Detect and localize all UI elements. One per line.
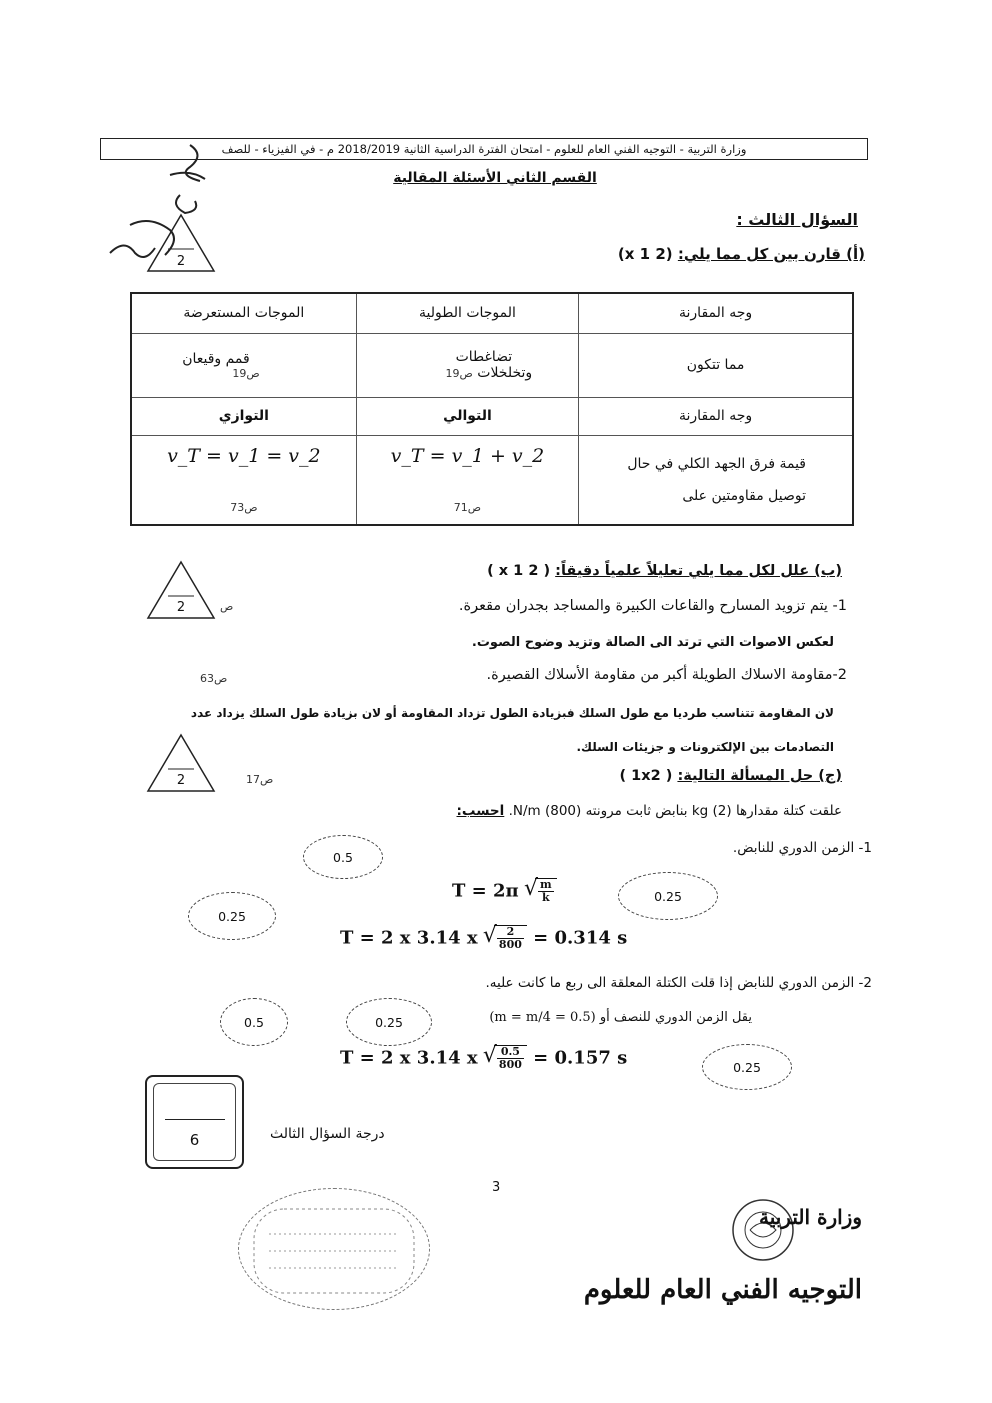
table-cell: وجه المقارنة bbox=[579, 293, 853, 333]
total-score-box bbox=[145, 1075, 244, 1169]
part-b-label: (ب) علل لكل مما يلي تعليلاً علمياً دقيقاً: bbox=[555, 563, 842, 579]
calc-2 bbox=[340, 1045, 627, 1071]
table-row bbox=[131, 293, 853, 333]
page-ref: ص19 bbox=[445, 367, 473, 380]
page-number: 3 bbox=[492, 1180, 501, 1195]
calc-result: = 0.157 s bbox=[533, 1047, 628, 1069]
total-label: درجة السؤال الثالث bbox=[270, 1126, 385, 1142]
formula-parallel: v_T = v_1 = v_2 bbox=[167, 445, 321, 468]
calc-1 bbox=[340, 925, 627, 951]
table-cell bbox=[579, 435, 853, 525]
table-row bbox=[131, 333, 853, 397]
note-text: يقل الزمن الدوري للنصف أو bbox=[599, 1010, 752, 1025]
page-ref: ص71 bbox=[453, 501, 482, 515]
table-cell bbox=[356, 435, 578, 525]
part-c-heading bbox=[619, 768, 842, 784]
question-title: السؤال الثالث : bbox=[736, 210, 858, 229]
table-cell bbox=[131, 435, 356, 525]
page-ref: ص17 bbox=[246, 773, 274, 786]
part-b-answer-2a: لان المقاومة تتناسب طرديا مع طول السلك فبزيادة الطول تزداد المقاومة أو لان بزيادة طول السلك يزداد عدد bbox=[190, 706, 834, 720]
part-a-marks: (2 x 1) bbox=[617, 245, 673, 263]
total-score-value: 6 bbox=[189, 1131, 200, 1149]
score-c-value: 2 bbox=[176, 773, 186, 788]
problem-text: علقت كتلة مقدارها kg (2) بنابض ثابت مرونته N/m (800). bbox=[508, 803, 842, 819]
page-ref: ص63 bbox=[200, 672, 228, 685]
part-b-item-1: 1- يتم تزويد المسارح والقاعات الكبيرة والمساجد بجدران مقعرة. bbox=[458, 598, 847, 614]
mark-bubble: 0.25 bbox=[618, 872, 718, 920]
mark-bubble: 0.25 bbox=[188, 892, 276, 940]
answer-text: قيمة فرق الجهد الكلي في حال bbox=[627, 455, 806, 472]
table-row bbox=[131, 435, 853, 525]
part-a-label: (أ) قارن بين كل مما يلي: bbox=[677, 245, 865, 263]
frac-den: 800 bbox=[498, 938, 522, 951]
page-ref: ص bbox=[220, 600, 234, 613]
frac-num: √ 0.5 bbox=[497, 1046, 524, 1059]
table-cell: التوالي bbox=[356, 397, 578, 435]
answer-text: وتخلخلات bbox=[477, 365, 533, 381]
score-triangle-a bbox=[146, 213, 216, 277]
part-a-heading bbox=[618, 245, 865, 263]
frac-den: k bbox=[542, 891, 550, 904]
mark-bubble: 0.5 bbox=[303, 835, 383, 879]
page-ref: ص19 bbox=[232, 366, 260, 380]
mark-bubble: 0.5 bbox=[220, 998, 288, 1046]
calc-result: = 0.314 s bbox=[533, 927, 628, 949]
part-c-problem bbox=[457, 803, 843, 819]
frac-num: √ 2 bbox=[497, 926, 524, 939]
formula-series: v_T = v_1 + v_2 bbox=[390, 445, 545, 468]
part-c-marks: ( 1x2 ) bbox=[619, 768, 673, 784]
note-formula: (m = m/4 = 0.5) bbox=[489, 1010, 596, 1025]
table-cell: الموجات الطولية bbox=[356, 293, 578, 333]
part-c-item-2: 2- الزمن الدوري للنابض إذا قلت الكتلة المعلقة الى ربع ما كانت عليه. bbox=[485, 975, 872, 991]
part-c-label: (ج) حل المسألة التالية: bbox=[677, 768, 842, 784]
score-b-value: 2 bbox=[176, 600, 186, 615]
calc-prefix: T = 2 x 3.14 x bbox=[340, 927, 478, 949]
part-b-heading bbox=[487, 563, 842, 579]
section-title: القسم الثاني الأسئلة المقالية bbox=[393, 170, 597, 186]
table-cell bbox=[131, 333, 356, 397]
official-stamp-left bbox=[238, 1188, 430, 1310]
comparison-table bbox=[130, 292, 854, 526]
part-b-answer-2b: التصادمات بين الإلكترونات و جزيئات السلك. bbox=[576, 740, 834, 754]
part-c-item-1: 1- الزمن الدوري للنابض. bbox=[732, 840, 872, 856]
table-row bbox=[131, 397, 853, 435]
part-b-item-2: 2-مقاومة الاسلاك الطويلة أكبر من مقاومة الأسلاك القصيرة. bbox=[486, 667, 847, 683]
table-cell: الموجات المستعرضة bbox=[131, 293, 356, 333]
calc-prefix: T = 2 x 3.14 x bbox=[340, 1047, 478, 1069]
answer-text: توصيل مقاومتين على bbox=[682, 487, 806, 504]
exam-header-text: وزارة التربية - التوجيه الفني العام للعلوم - امتحان الفترة الدراسية الثانية 2018/2019 م - في الفيزياء - للصف bbox=[221, 142, 747, 156]
table-cell: التوازي bbox=[131, 397, 356, 435]
part-b-answer-1: لعكس الاصوات التي ترتد الى الصالة وتزيد وضوح الصوت. bbox=[471, 635, 834, 650]
part-c-item-2-note bbox=[489, 1010, 752, 1025]
frac-den: 800 bbox=[498, 1058, 522, 1071]
score-triangle-b bbox=[146, 560, 216, 624]
mark-bubble: 0.25 bbox=[346, 998, 432, 1046]
ministry-stamp-text: وزارة التربية bbox=[758, 1205, 862, 1229]
answer-text: تضاغطات bbox=[455, 349, 513, 365]
table-cell: وجه المقارنة bbox=[579, 397, 853, 435]
score-a-value: 2 bbox=[176, 254, 186, 269]
mark-bubble: 0.25 bbox=[702, 1044, 792, 1090]
formula-period bbox=[452, 878, 557, 904]
guidance-stamp-text: التوجيه الفني العام للعلوم bbox=[583, 1275, 862, 1305]
answer-text: قمم وقيعان bbox=[182, 350, 250, 367]
part-b-marks: ( 2 x 1 ) bbox=[487, 563, 551, 579]
frac-num: √ m bbox=[540, 878, 552, 891]
table-cell bbox=[356, 333, 578, 397]
compute-label: احسب: bbox=[456, 803, 505, 819]
score-triangle-c bbox=[146, 733, 216, 797]
formula-lhs: T = 2π bbox=[452, 880, 519, 902]
table-cell: مما تتكون bbox=[579, 333, 853, 397]
page-ref: ص73 bbox=[230, 501, 258, 515]
